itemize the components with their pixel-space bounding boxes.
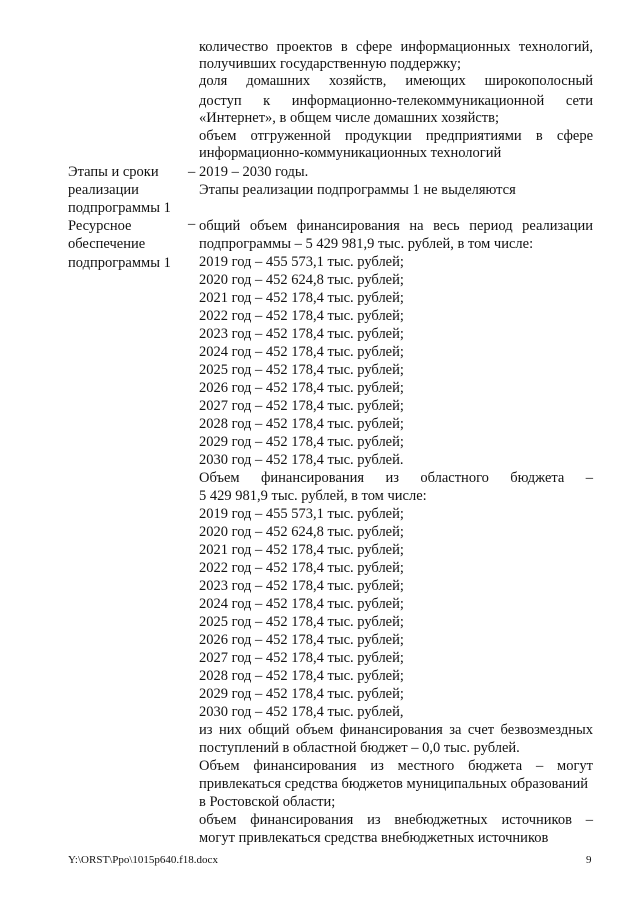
stages-label: реализации [68,182,139,198]
regional-year-line: 2021 год – 452 178,4 тыс. рублей; [199,542,404,558]
total-year-line: 2021 год – 452 178,4 тыс. рублей; [199,290,404,306]
total-year-line: 2029 год – 452 178,4 тыс. рублей; [199,434,404,450]
regional-year-line: 2026 год – 452 178,4 тыс. рублей; [199,632,404,648]
regional-year-line: 2030 год – 452 178,4 тыс. рублей, [199,704,404,720]
regional-year-line: 2019 год – 455 573,1 тыс. рублей; [199,506,404,522]
regional-year-line: 2025 год – 452 178,4 тыс. рублей; [199,614,404,630]
intro-line: количество проектов в сфере информационных технологий, [199,39,593,55]
extrabudgetary-line: могут привлекаться средства внебюджетных источников [199,830,549,846]
total-year-line: 2022 год – 452 178,4 тыс. рублей; [199,308,404,324]
intro-line: объем отгруженной продукции предприятиями в сфере [199,128,593,144]
regional-line: Объем финансирования из областного бюджета – [199,470,593,486]
total-year-line: 2030 год – 452 178,4 тыс. рублей. [199,452,404,468]
local-budget-line: привлекаться средства бюджетов муниципальных образований [199,776,589,792]
total-year-line: 2027 год – 452 178,4 тыс. рублей; [199,398,404,414]
free-receipts-line: поступлений в областной бюджет – 0,0 тыс. рублей. [199,740,520,756]
intro-line: доля домашних хозяйств, имеющих широкополосный [199,73,593,89]
resources-label: подпрограммы 1 [68,255,171,271]
free-receipts-line: из них общий объем финансирования за счет безвозмездных [199,722,593,738]
intro-line: доступ к информационно-телекоммуникационной сети [199,93,593,109]
total-year-line: 2028 год – 452 178,4 тыс. рублей; [199,416,404,432]
regional-year-line: 2022 год – 452 178,4 тыс. рублей; [199,560,404,576]
total-year-line: 2019 год – 455 573,1 тыс. рублей; [199,254,404,270]
resources-label: обеспечение [68,236,146,252]
regional-year-line: 2029 год – 452 178,4 тыс. рублей; [199,686,404,702]
intro-line: информационно-коммуникационных технологий [199,145,502,161]
stages-label: подпрограммы 1 [68,200,171,216]
resources-dash: – [188,216,196,232]
stages-dash: – [188,164,196,180]
total-year-line: 2025 год – 452 178,4 тыс. рублей; [199,362,404,378]
extrabudgetary-line: объем финансирования из внебюджетных источников – [199,812,593,828]
local-budget-line: Объем финансирования из местного бюджета – могут [199,758,593,774]
stages-text: Этапы реализации подпрограммы 1 не выделяются [199,182,516,198]
resources-label: Ресурсное [68,218,132,234]
intro-line: получивших государственную поддержку; [199,56,462,72]
stages-label: Этапы и сроки [68,164,159,180]
stages-text: 2019 – 2030 годы. [199,164,309,180]
regional-line: 5 429 981,9 тыс. рублей, в том числе: [199,488,427,504]
resources-total-line: общий объем финансирования на весь период реализации [199,218,593,234]
local-budget-line: в Ростовской области; [199,794,336,810]
resources-total-line: подпрограммы – 5 429 981,9 тыс. рублей, в том числе: [199,236,534,252]
footer-file-path: Y:\ORST\Ppo\1015p640.f18.docx [68,854,218,866]
total-year-line: 2026 год – 452 178,4 тыс. рублей; [199,380,404,396]
regional-year-line: 2027 год – 452 178,4 тыс. рублей; [199,650,404,666]
regional-year-line: 2020 год – 452 624,8 тыс. рублей; [199,524,404,540]
total-year-line: 2023 год – 452 178,4 тыс. рублей; [199,326,404,342]
total-year-line: 2024 год – 452 178,4 тыс. рублей; [199,344,404,360]
regional-year-line: 2028 год – 452 178,4 тыс. рублей; [199,668,404,684]
regional-year-line: 2024 год – 452 178,4 тыс. рублей; [199,596,404,612]
footer-page-number: 9 [586,854,592,866]
total-year-line: 2020 год – 452 624,8 тыс. рублей; [199,272,404,288]
intro-line: «Интернет», в общем числе домашних хозяйств; [199,110,499,126]
regional-year-line: 2023 год – 452 178,4 тыс. рублей; [199,578,404,594]
